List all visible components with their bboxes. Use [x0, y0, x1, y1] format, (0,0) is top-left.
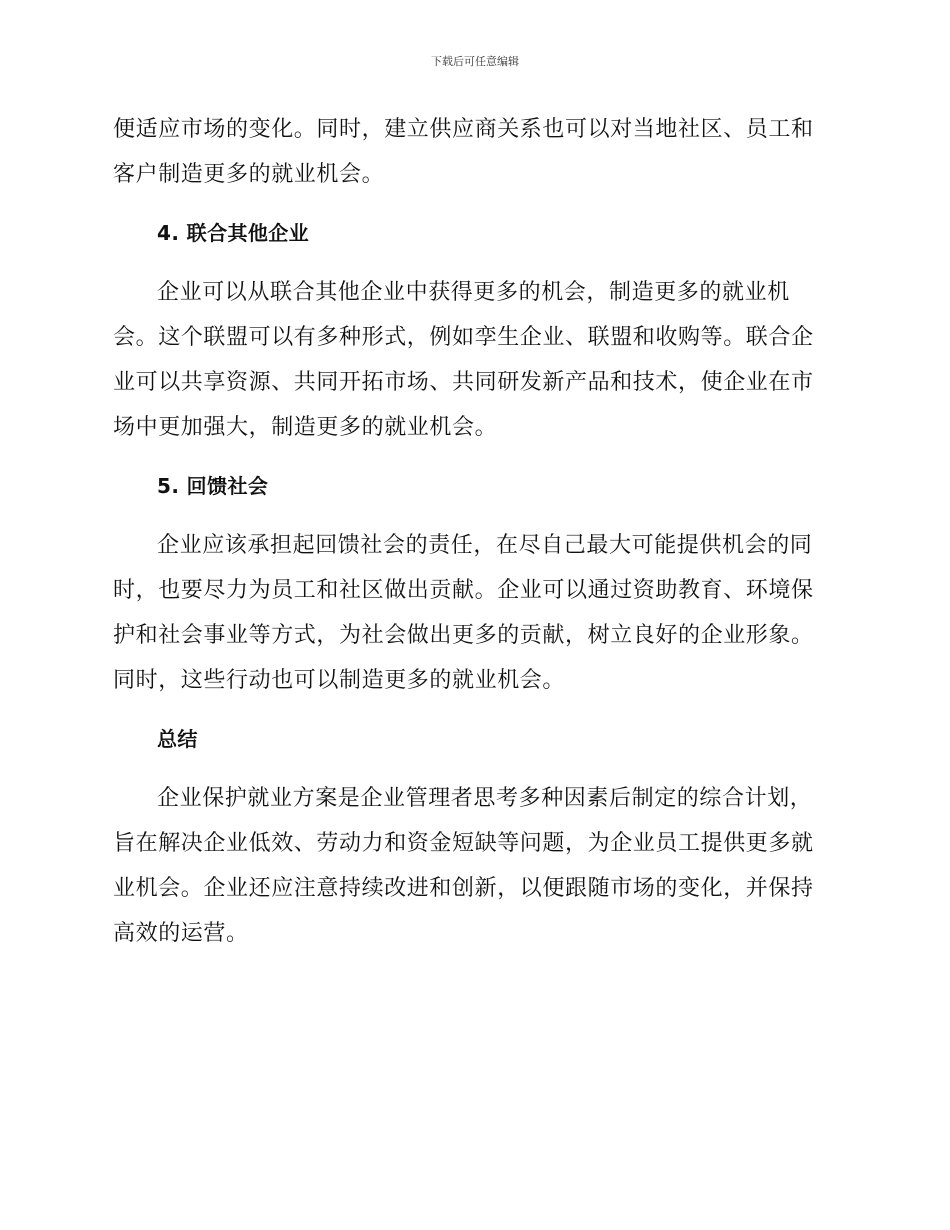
section-heading-5: 5. 回馈社会 [157, 474, 269, 498]
paragraph-section-4: 企业可以从联合其他企业中获得更多的机会，制造更多的就业机会。这个联盟可以有多种形式，例如孪生企业、联盟和收购等。联合企业可以共享资源、共同开拓市场、共同研发新产品和技术，使企业在市场中更加强大，制造更多的就业机会。 [113, 280, 814, 440]
paragraph-continuation: 便适应市场的变化。同时，建立供应商关系也可以对当地社区、员工和客户制造更多的就业机会。 [113, 117, 814, 187]
paragraph-summary: 企业保护就业方案是企业管理者思考多种因素后制定的综合计划，旨在解决企业低效、劳动力和资金短缺等问题，为企业员工提供更多就业机会。企业还应注意持续改进和创新，以便跟随市场的变化，并保持高效的运营。 [113, 786, 814, 946]
paragraph-section-5: 企业应该承担起回馈社会的责任，在尽自己最大可能提供机会的同时，也要尽力为员工和社区做出贡献。企业可以通过资助教育、环境保护和社会事业等方式，为社会做出更多的贡献，树立良好的企业形象。同时，这些行动也可以制造更多的就业机会。 [113, 533, 814, 693]
document-body [113, 107, 833, 979]
section-heading-summary: 总结 [157, 727, 198, 751]
page-header: 下载后可任意编辑 [431, 55, 519, 68]
section-heading-4: 4. 联合其他企业 [157, 221, 310, 245]
